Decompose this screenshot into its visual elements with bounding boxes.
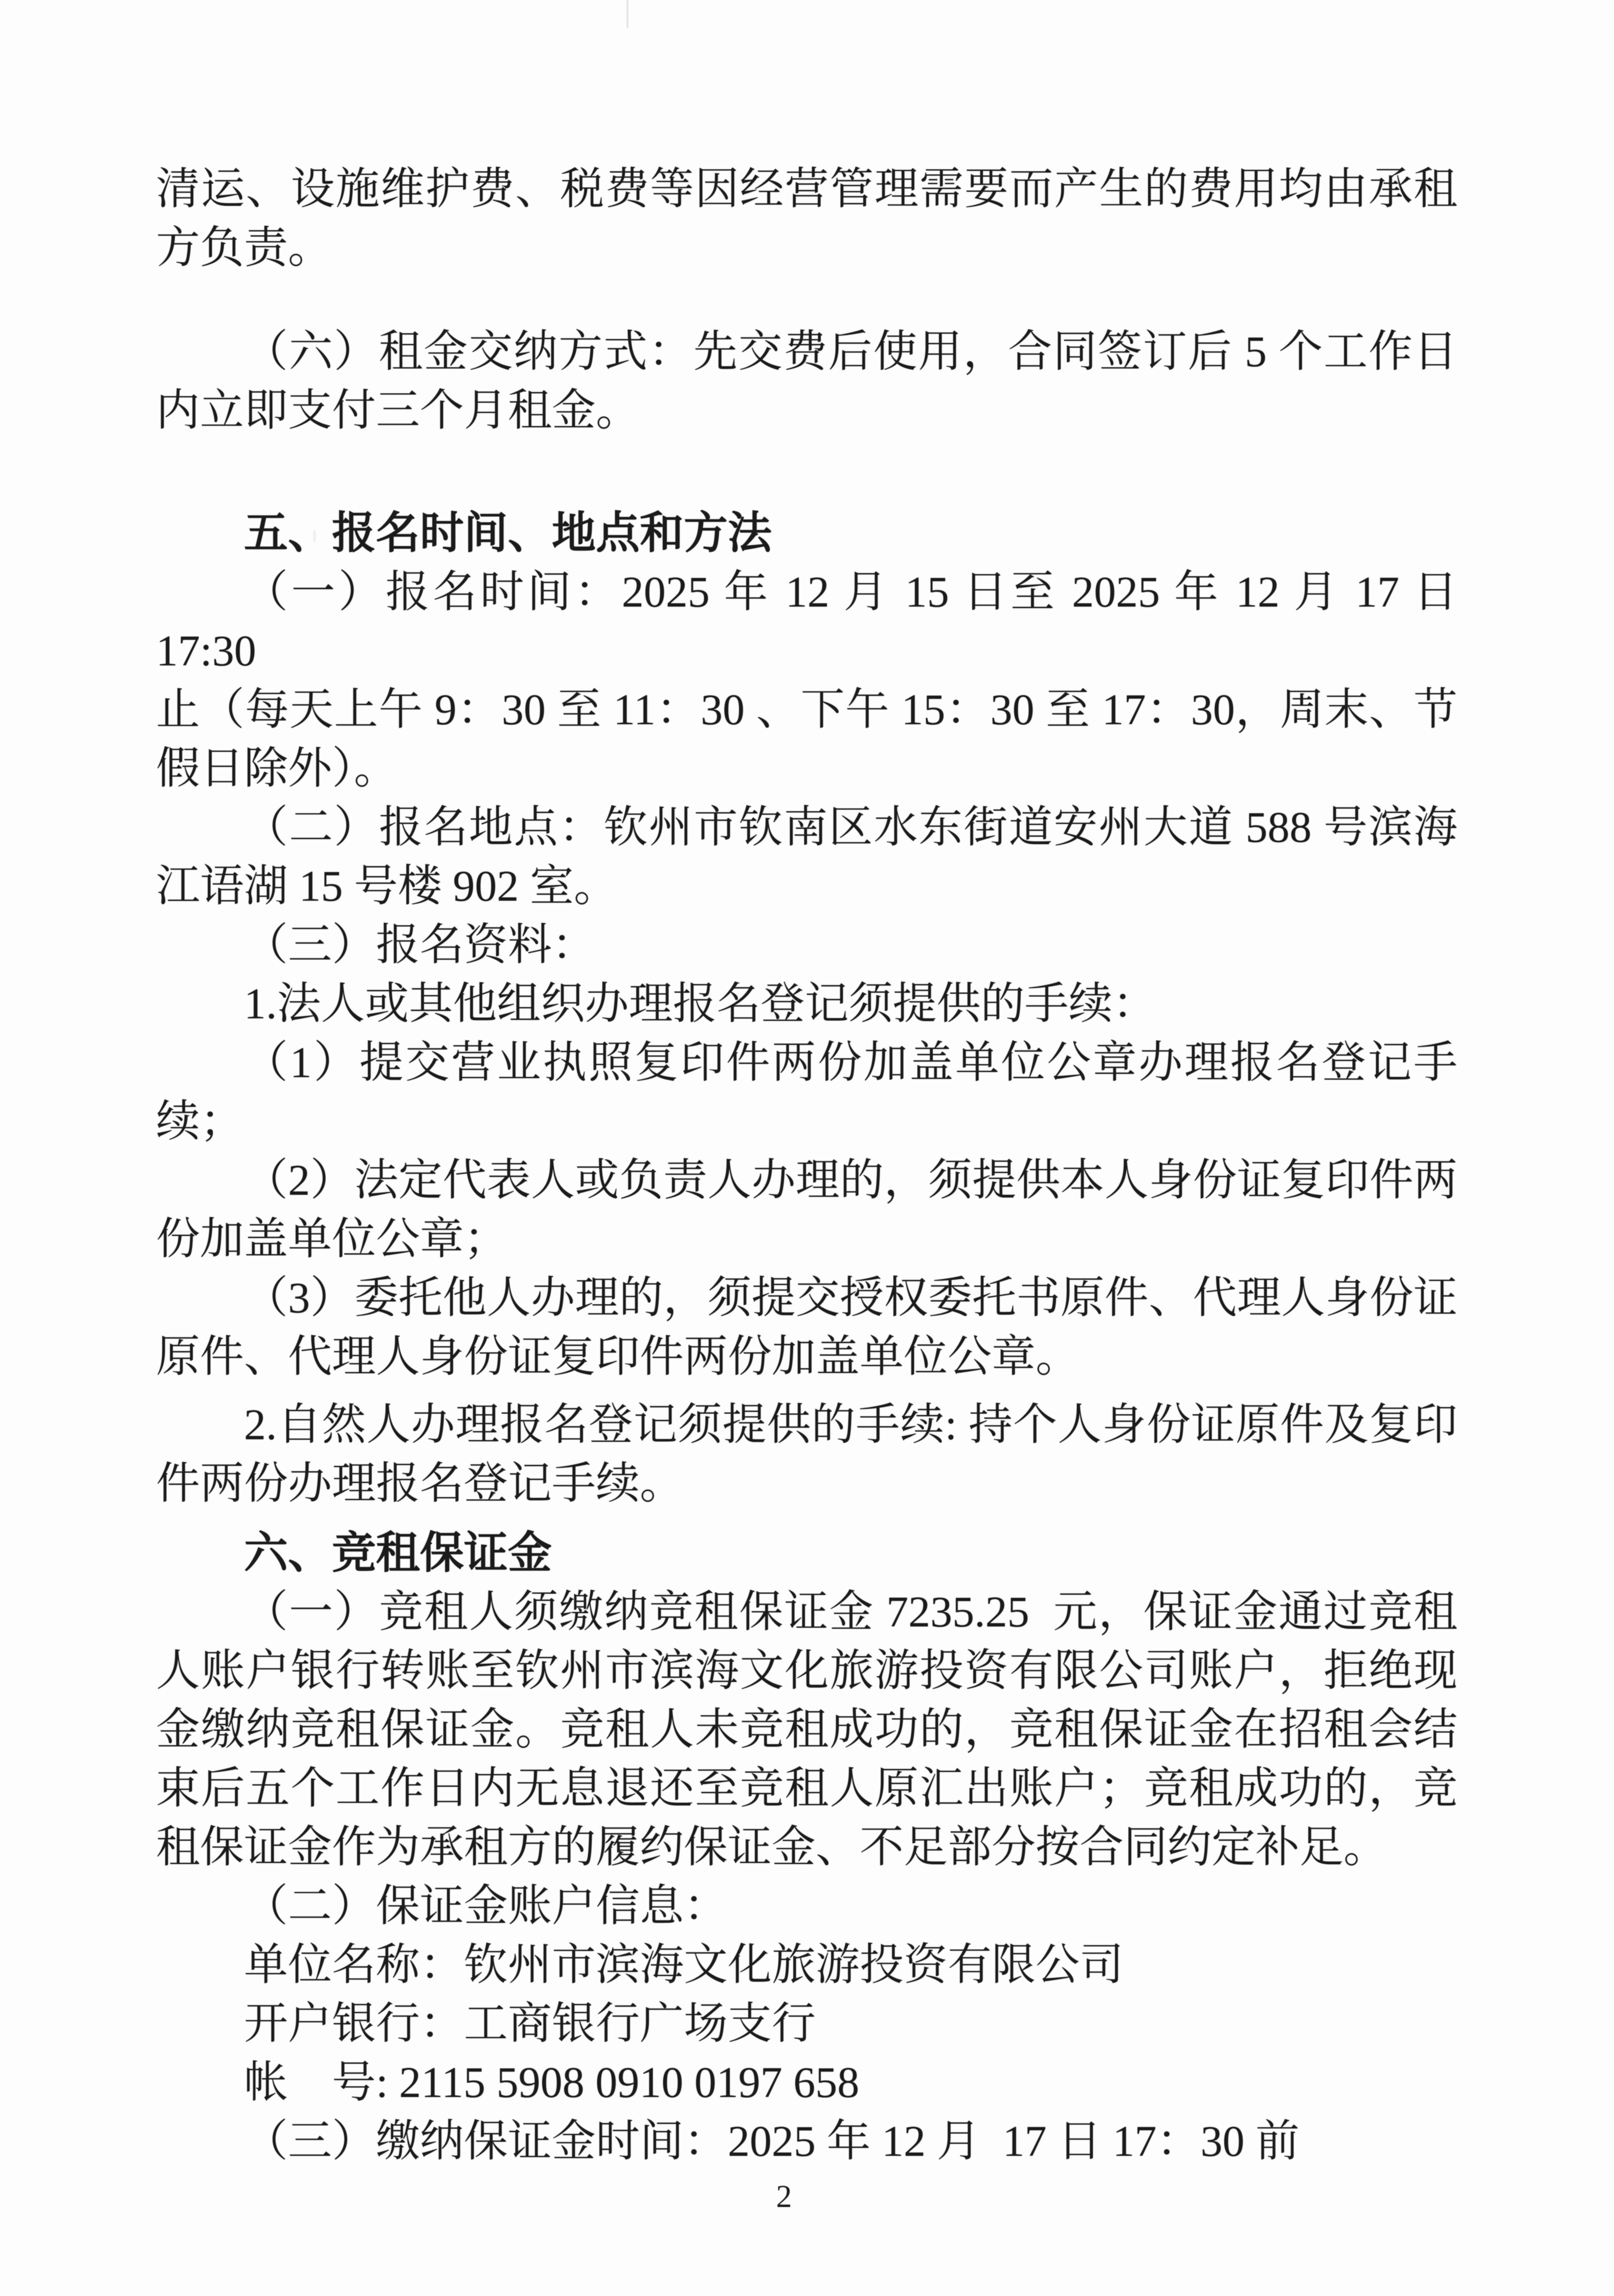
text-line: 六、竞租保证金 <box>244 1528 552 1577</box>
text-line: （3）委托他人办理的，须提交授权委托书原件、代理人身份证 <box>244 1273 1458 1322</box>
text-line: （一）报名时间：2025 年 12 月 15 日至 2025 年 12 月 17 日 17:30 <box>156 567 1469 675</box>
text-line: （六）租金交纳方式：先交费后使用，合同签订后 5 个工作日 <box>244 327 1458 376</box>
subitem-3-authorized-agent <box>156 1268 1458 1386</box>
text-line: 金缴纳竞租保证金。竞租人未竞租成功的，竞租保证金在招租会结 <box>156 1705 1458 1754</box>
text-line: 原件、代理人身份证复印件两份加盖单位公章。 <box>156 1332 1080 1381</box>
para-expenses-tenant-responsibility <box>156 160 1458 277</box>
text-line: （三）缴纳保证金时间：2025 年 12 月 17 日 17：30 前 <box>244 2116 1299 2166</box>
text-line: 单位名称：钦州市滨海文化旅游投资有限公司 <box>244 1940 1124 1989</box>
line-account-company-name <box>156 1935 1458 1994</box>
text-line: （三）报名资料： <box>244 920 596 969</box>
item-5-3-registration-materials <box>156 916 1458 974</box>
page-number: 2 <box>776 2179 792 2214</box>
text-line: 1.法人或其他组织办理报名登记须提供的手续： <box>244 979 1157 1028</box>
text-line: 方负责。 <box>156 223 332 272</box>
item-rent-payment-method <box>156 322 1458 440</box>
item-6-3-deposit-deadline <box>156 2112 1458 2171</box>
text-line: 2.自然人办理报名登记须提供的手续: 持个人身份证原件及复印 <box>244 1400 1458 1449</box>
heading-section-5-registration <box>156 504 1458 563</box>
text-line: 租保证金作为承租方的履约保证金、不足部分按合同约定补足。 <box>156 1822 1387 1871</box>
item-5-2-registration-location <box>156 798 1458 916</box>
text-line: （二）报名地点：钦州市钦南区水东街道安州大道 588 号滨海 <box>244 803 1458 852</box>
text-line: 清运、设施维护费、税费等因经营管理需要而产生的费用均由承租 <box>156 164 1458 213</box>
text-line: 帐 号: 2115 5908 0910 0197 658 <box>244 2058 860 2107</box>
subitem-1-business-license <box>156 1033 1458 1151</box>
item-6-1-deposit-amount <box>156 1582 1458 1877</box>
text-line: 假日除外）。 <box>156 744 398 793</box>
document-body <box>156 160 1469 2171</box>
text-line: （一）竞租人须缴纳竞租保证金 7235.25 元，保证金通过竞租 <box>244 1587 1458 1636</box>
item-materials-legal-person <box>156 974 1458 1033</box>
text-line: （1）提交营业执照复印件两份加盖单位公章办理报名登记手 <box>244 1038 1458 1087</box>
heading-section-6-bid-deposit <box>156 1524 1458 1582</box>
text-line: 续； <box>156 1097 244 1146</box>
text-line: 内立即支付三个月租金。 <box>156 386 640 435</box>
item-6-2-account-info <box>156 1877 1458 1935</box>
line-account-number <box>156 2053 1458 2112</box>
text-line: 份加盖单位公章； <box>156 1214 508 1263</box>
text-line: 江语湖 15 号楼 902 室。 <box>156 861 618 910</box>
text-line: 人账户银行转账至钦州市滨海文化旅游投资有限公司账户，拒绝现 <box>156 1646 1458 1695</box>
text-line: 五、报名时间、地点和方法 <box>244 508 772 558</box>
text-line: （2）法定代表人或负责人办理的，须提供本人身份证复印件两 <box>244 1155 1458 1205</box>
text-line: 件两份办理报名登记手续。 <box>156 1459 684 1508</box>
text-line: 止（每天上午 9：30 至 11：30 、下午 15：30 至 17：30，周末、节 <box>156 685 1458 734</box>
text-line: 束后五个工作日内无息退还至竞租人原汇出账户；竞租成功的，竞 <box>156 1764 1458 1813</box>
scan-artifact <box>626 0 629 28</box>
text-line: （二）保证金账户信息： <box>244 1881 728 1930</box>
item-5-1-registration-time <box>156 563 1469 798</box>
item-materials-natural-person <box>156 1395 1458 1513</box>
line-account-bank <box>156 1994 1458 2053</box>
text-line: 开户银行：工商银行广场支行 <box>244 1999 816 2048</box>
subitem-2-legal-representative <box>156 1151 1458 1268</box>
